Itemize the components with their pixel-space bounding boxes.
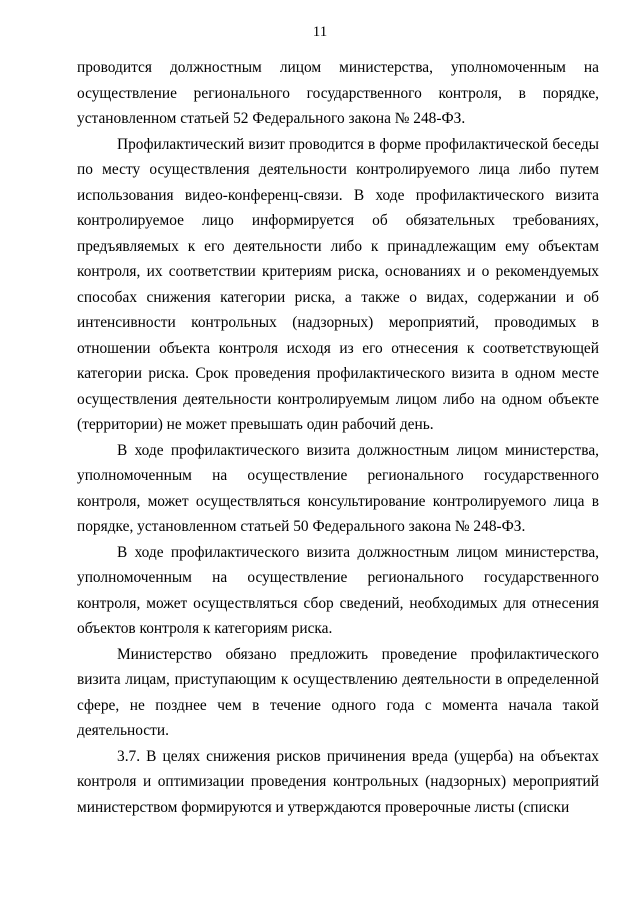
paragraph-6: 3.7. В целях снижения рисков причинения вреда (ущерба) на объектах контроля и оптимизации проведения контрольных (надзорных) мероприятий министерством формируются и утверждаются проверочные листы (списки: [77, 747, 599, 816]
paragraph-2: Профилактический визит проводится в форме профилактической беседы по месту осуществления деятельности контролируемого лица либо путем использования видео-конференц-связи. В ходе профилактического визита контролируемое лицо информируется об обязательных требованиях, предъявляемых к его деятельности либо к принадлежащим ему объектам контроля, их соответствии критериям риска, основаниях и о рекомендуемых способах снижения категории риска, а также о видах, содержании и об интенсивности контрольных (надзорных) мероприятий, проводимых в отношении объекта контроля исходя из его отнесения к соответствующей категории риска. Срок проведения профилактического визита в одном месте осуществления деятельности контролируемым лицом либо на одном объекте (территории) не может превышать один рабочий день.: [77, 135, 599, 433]
paragraph-4: В ходе профилактического визита должностным лицом министерства, уполномоченным на осуществление регионального государственного контроля, может осуществляться сбор сведений, необходимых для отнесения объектов контроля к категориям риска.: [77, 543, 599, 637]
document-body: [77, 55, 599, 820]
paragraph-1: проводится должностным лицом министерства, уполномоченным на осуществление регионального государственного контроля, в порядке, установленном статьей 52 Федерального закона № 248-ФЗ.: [77, 59, 599, 127]
paragraph-5: Министерство обязано предложить проведение профилактического визита лицам, приступающим к осуществлению деятельности в определенной сфере, не позднее чем в течение одного года с момента начала такой деятельности.: [77, 645, 599, 739]
paragraph-3: В ходе профилактического визита должностным лицом министерства, уполномоченным на осуществление регионального государственного контроля, может осуществляться консультирование контролируемого лица в порядке, установленном статьей 50 Федерального закона № 248-ФЗ.: [77, 441, 599, 535]
page-number: 11: [312, 24, 328, 40]
